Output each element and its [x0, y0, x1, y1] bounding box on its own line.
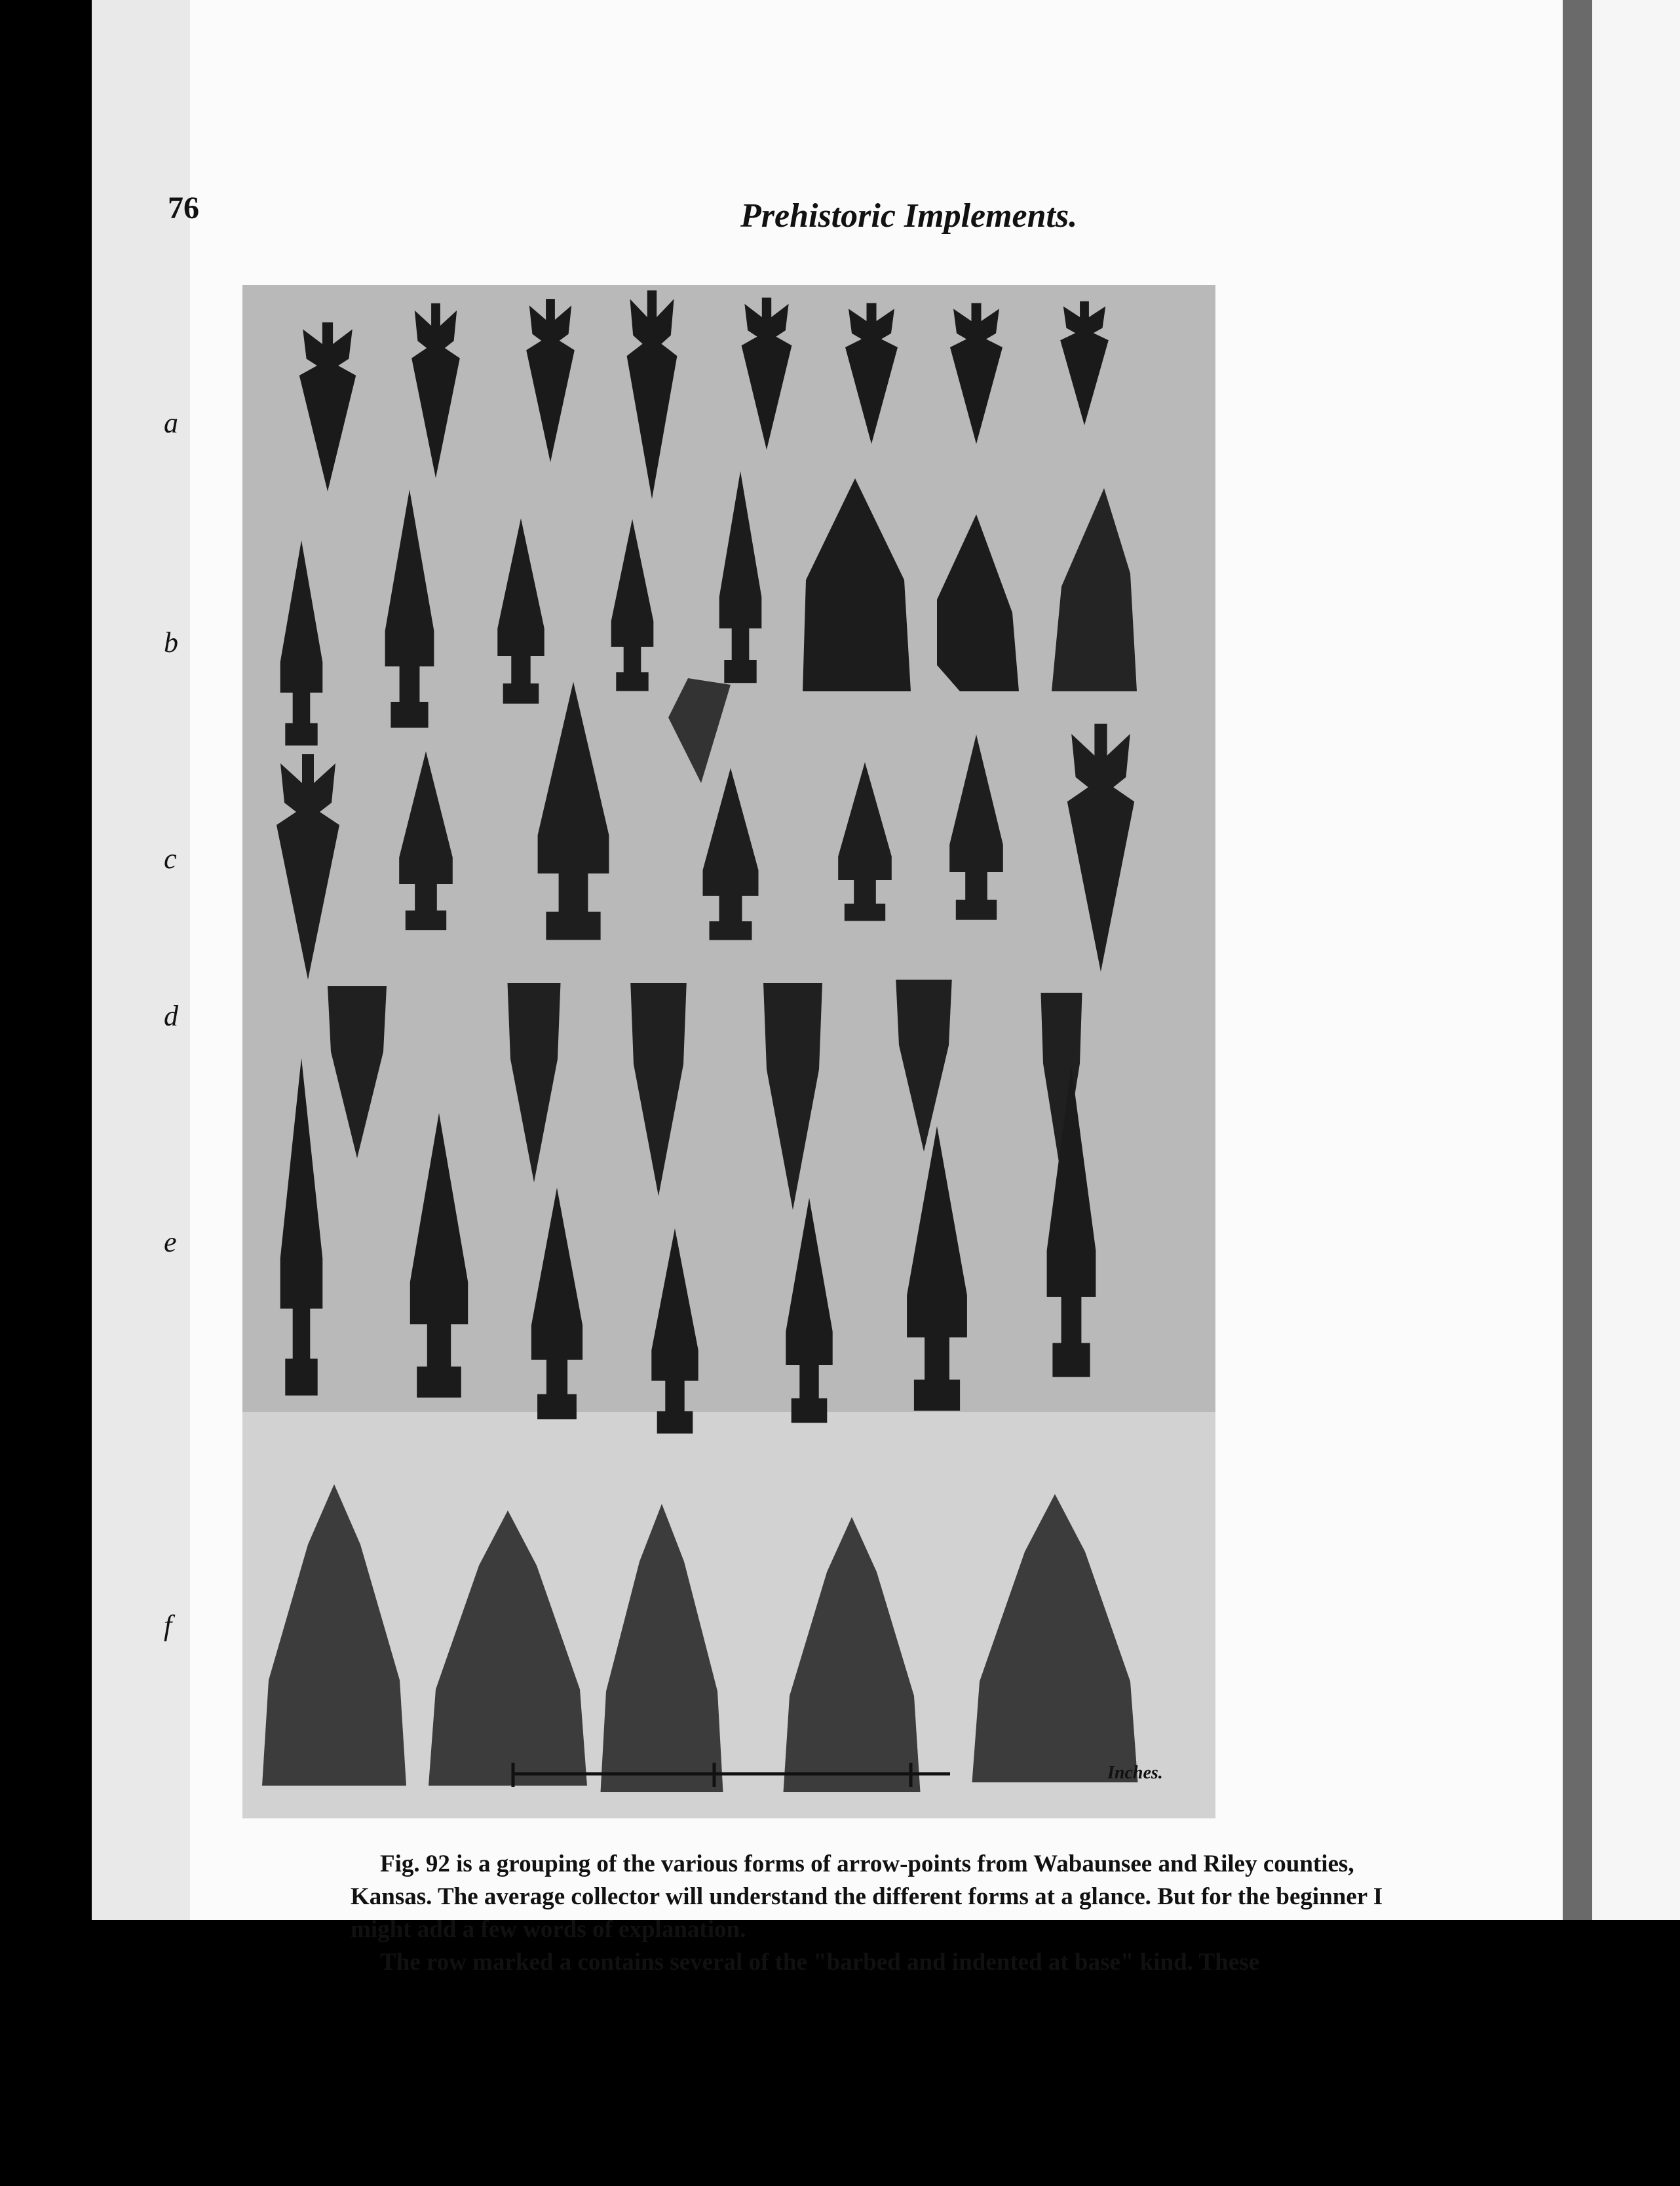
- row-label-a: a: [164, 407, 178, 439]
- row-label-e: e: [164, 1226, 177, 1258]
- row-label-c: c: [164, 843, 177, 875]
- page-stack-edges: [92, 0, 197, 1920]
- arrow-points-plate: [242, 285, 1215, 1818]
- caption-paragraph: The row marked a contains several of the "barbed and indented at base" kind. These: [380, 1949, 1260, 1976]
- caption-paragraph: Fig. 92 is a grouping of the various forms of arrow-points from Wabaunsee and Riley counties, Kansas. The average collector will understand the different forms at a glance. But for the beginner I might add a few words of explanation.: [351, 1850, 1383, 1943]
- row-label-d: d: [164, 1000, 178, 1032]
- row-label-b: b: [164, 626, 178, 659]
- facing-page-edge: [1592, 0, 1680, 1920]
- book-gutter: [1563, 0, 1592, 1920]
- page-edge: [157, 0, 192, 1920]
- running-head: Prehistoric Implements.: [740, 197, 1078, 235]
- row-label-f: f: [164, 1609, 172, 1641]
- figure-caption: [351, 1848, 1438, 1979]
- page-number: 76: [168, 191, 199, 225]
- scale-label: Inches.: [1107, 1763, 1163, 1783]
